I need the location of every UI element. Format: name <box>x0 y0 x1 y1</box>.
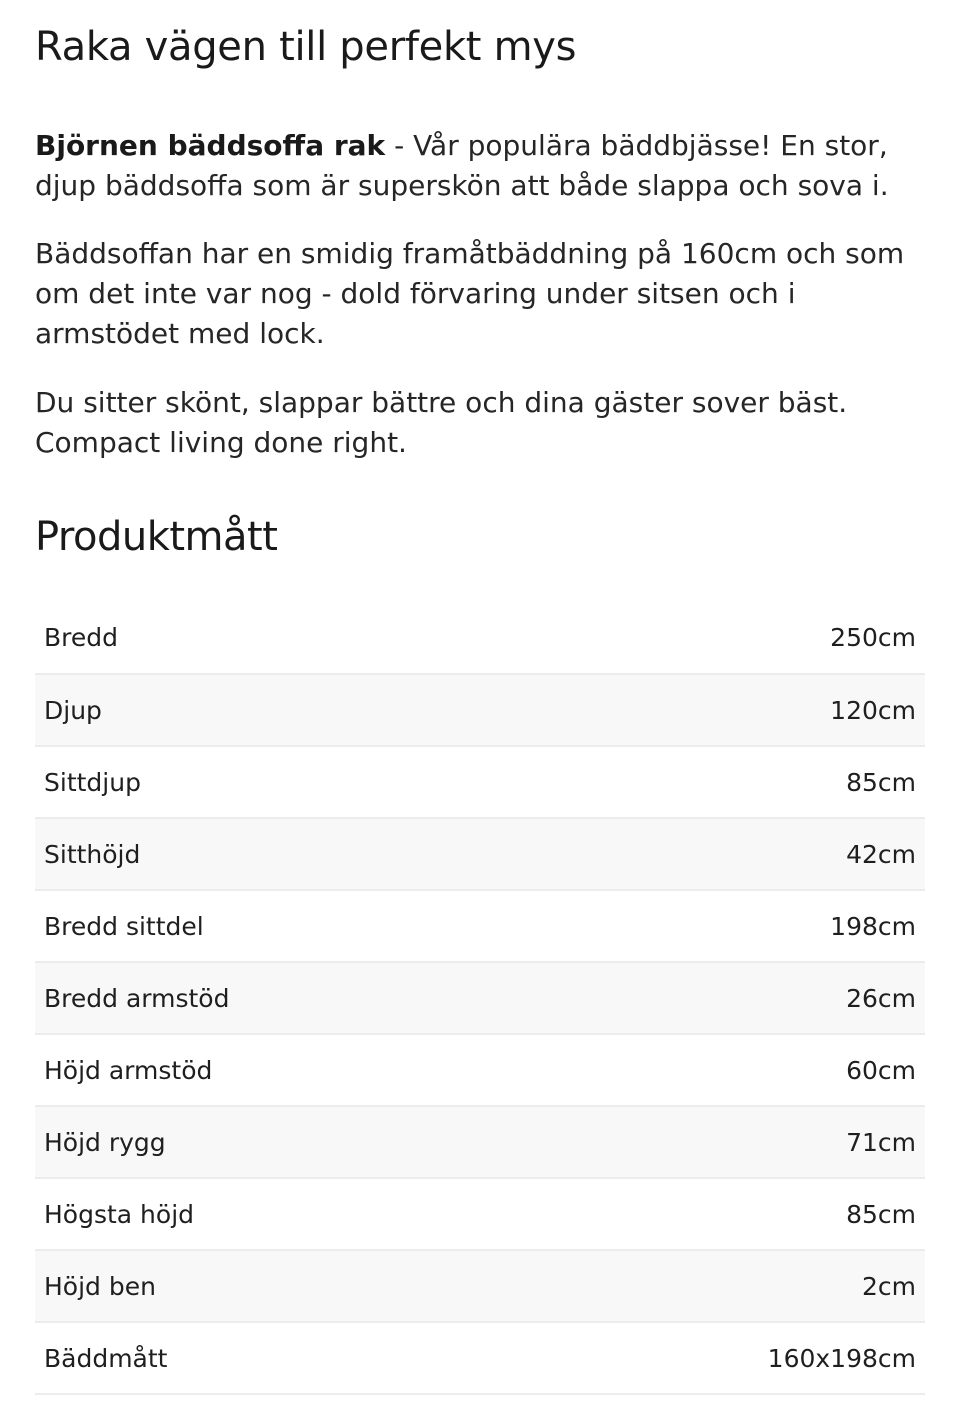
dimension-value: 60cm <box>846 1055 916 1085</box>
description-paragraph-tagline: Du sitter skönt, slappar bättre och dina gäster sover bäst. Compact living done right. <box>35 386 848 459</box>
dimensions-table <box>35 602 925 1395</box>
dimensions-title: Produktmått <box>35 514 278 560</box>
dimension-label: Bredd <box>44 623 118 652</box>
dimension-label: Djup <box>44 695 102 725</box>
dimension-label: Högsta höjd <box>44 1199 195 1229</box>
table-row <box>35 890 925 962</box>
dimension-label: Bäddmått <box>44 1343 168 1373</box>
dimension-label: Höjd armstöd <box>44 1055 213 1085</box>
table-row <box>35 1250 925 1322</box>
dimension-label: Bredd armstöd <box>44 983 230 1013</box>
table-row <box>35 1178 925 1250</box>
table-row <box>35 962 925 1034</box>
dimension-value: 120cm <box>830 695 916 725</box>
dimension-value: 85cm <box>846 767 916 797</box>
dimension-value: 85cm <box>846 1199 916 1229</box>
product-name: Björnen bäddsoffa rak <box>35 129 386 162</box>
dimension-value: 71cm <box>846 1127 916 1157</box>
dimension-value: 160x198cm <box>767 1343 916 1373</box>
table-row <box>35 674 925 746</box>
table-row <box>35 602 925 674</box>
table-row <box>35 1322 925 1394</box>
dimension-value: 250cm <box>830 623 916 652</box>
dimension-value: 42cm <box>846 839 916 869</box>
dimension-label: Höjd rygg <box>44 1127 166 1157</box>
dimension-label: Sittdjup <box>44 767 141 797</box>
description-title: Raka vägen till perfekt mys <box>35 24 577 70</box>
table-row <box>35 1034 925 1106</box>
dimension-label: Höjd ben <box>44 1271 156 1301</box>
dimension-value: 2cm <box>861 1271 916 1301</box>
table-row <box>35 746 925 818</box>
table-row <box>35 1106 925 1178</box>
description-paragraph-intro <box>35 126 925 206</box>
dimension-label: Sitthöjd <box>44 839 141 869</box>
product-intro-text: - Vår populära bäddbjässe! En stor, djup bäddsoffa som är superskön att både slappa och sova i. <box>35 129 889 202</box>
dimension-label: Bredd sittdel <box>44 911 204 941</box>
description-paragraph-features: Bäddsoffan har en smidig framåtbäddning på 160cm och som om det inte var nog - dold förvaring under sitsen och i armstödet med lock. <box>35 237 905 350</box>
dimension-value: 198cm <box>830 911 916 941</box>
table-row <box>35 818 925 890</box>
dimension-value: 26cm <box>846 983 916 1013</box>
